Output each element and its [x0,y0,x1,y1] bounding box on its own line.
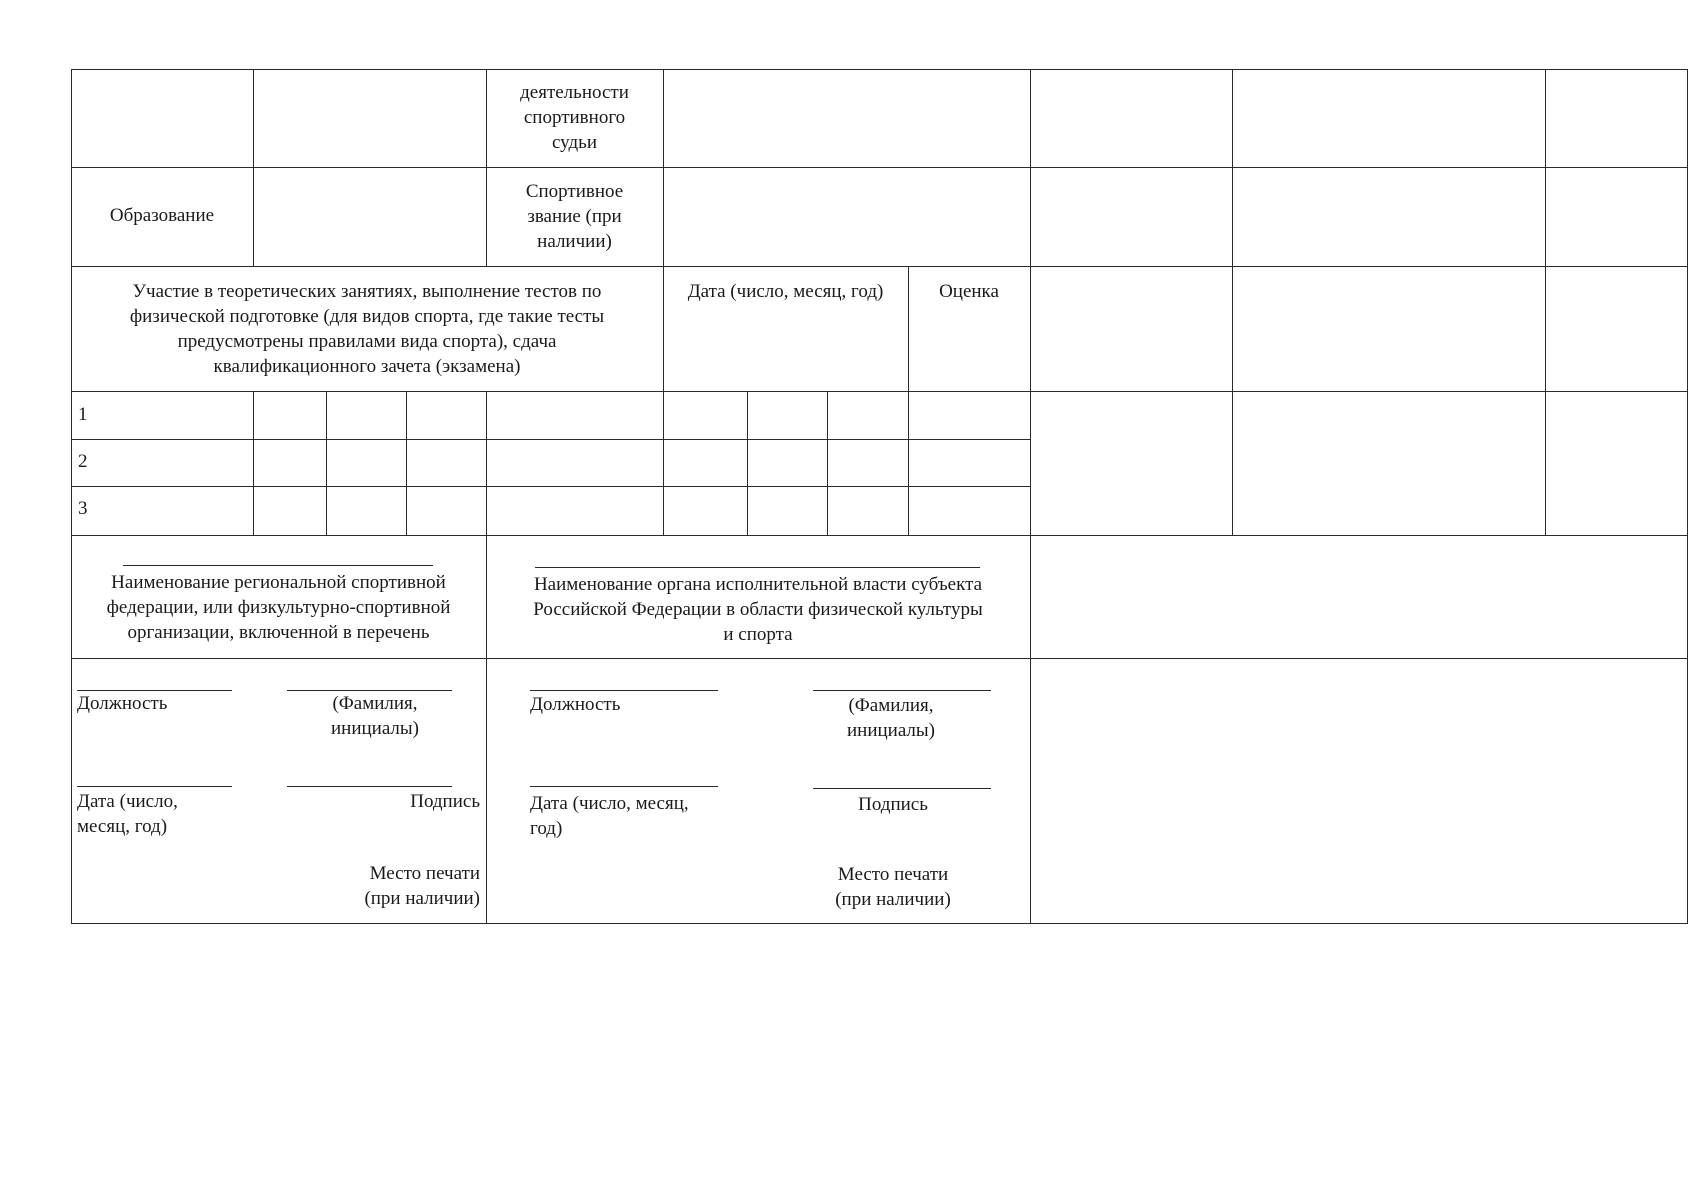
org-header-bottom-line [71,658,1688,659]
sig-right-signature: Подпись [858,794,928,815]
sig-left-position: Должность [77,693,168,714]
row-number-3: 3 [78,498,88,519]
divider-line [1030,69,1031,924]
region-federation-label: Наименование региональной спортивной федерации, или физкультурно-спортивной организации, включенной в перечень [106,572,451,643]
bottom-border [71,923,1688,924]
sig-left-stamp: Место печати (при наличии) [364,863,480,909]
left-border [71,69,72,924]
col1-line [253,69,254,267]
exec-body-underline [535,567,980,568]
sig-right-name-line [813,690,991,691]
top-border [71,69,1688,70]
sig-left-date: Дата (число, месяц, год) [77,791,178,837]
col7-line [827,391,828,536]
sig-right-name: (Фамилия, инициалы) [846,695,935,741]
sig-left-name: (Фамилия, инициалы) [330,693,419,739]
row5-bottom-line [71,486,1031,487]
col1-line-lower [253,391,254,536]
education-label: Образование [109,205,215,226]
date-header: Дата (число, месяц, год) [687,281,884,302]
row4-bottom-line [71,439,1031,440]
sig-right-position-line [530,690,718,691]
sig-right-position: Должность [530,694,621,715]
col2-line [326,391,327,536]
sport-title-label: Спортивное звание (при наличии) [525,181,624,252]
right-col2-line [1545,69,1546,536]
row6-bottom-line [71,535,1688,536]
row-number-1: 1 [78,404,88,425]
row3-bottom-line [71,391,1688,392]
right-col1-line [1232,69,1233,536]
row-number-2: 2 [78,451,88,472]
sig-left-signature-line [287,786,452,787]
sig-right-signature-line [813,788,991,789]
sig-left-signature: Подпись [410,791,480,812]
region-fed-underline [123,565,433,566]
row2-bottom-line [71,266,1688,267]
col4-line-lower [486,391,487,924]
sig-right-date-line [530,786,718,787]
row1-bottom-line [71,167,1688,168]
right-border [1687,69,1688,924]
col6-line [747,391,748,536]
participation-header: Участие в теоретических занятиях, выполнение тестов по физической подготовке (для видов спорта, где такие тесты предусмотрены правилами вида спорта), сдача квалификационного зачета (экзамена) [129,281,605,377]
col8-line [908,266,909,536]
col3-line [406,391,407,536]
sig-left-date-line [77,786,232,787]
executive-body-label: Наименование органа исполнительной власти субъекта Российской Федерации в области физической культуры и спорта [533,574,983,645]
judge-activity-label: деятельности спортивного судьи [520,82,629,153]
sig-right-date: Дата (число, месяц, год) [530,793,689,839]
grade-header: Оценка [939,281,999,302]
sig-right-stamp: Место печати (при наличии) [835,864,951,910]
